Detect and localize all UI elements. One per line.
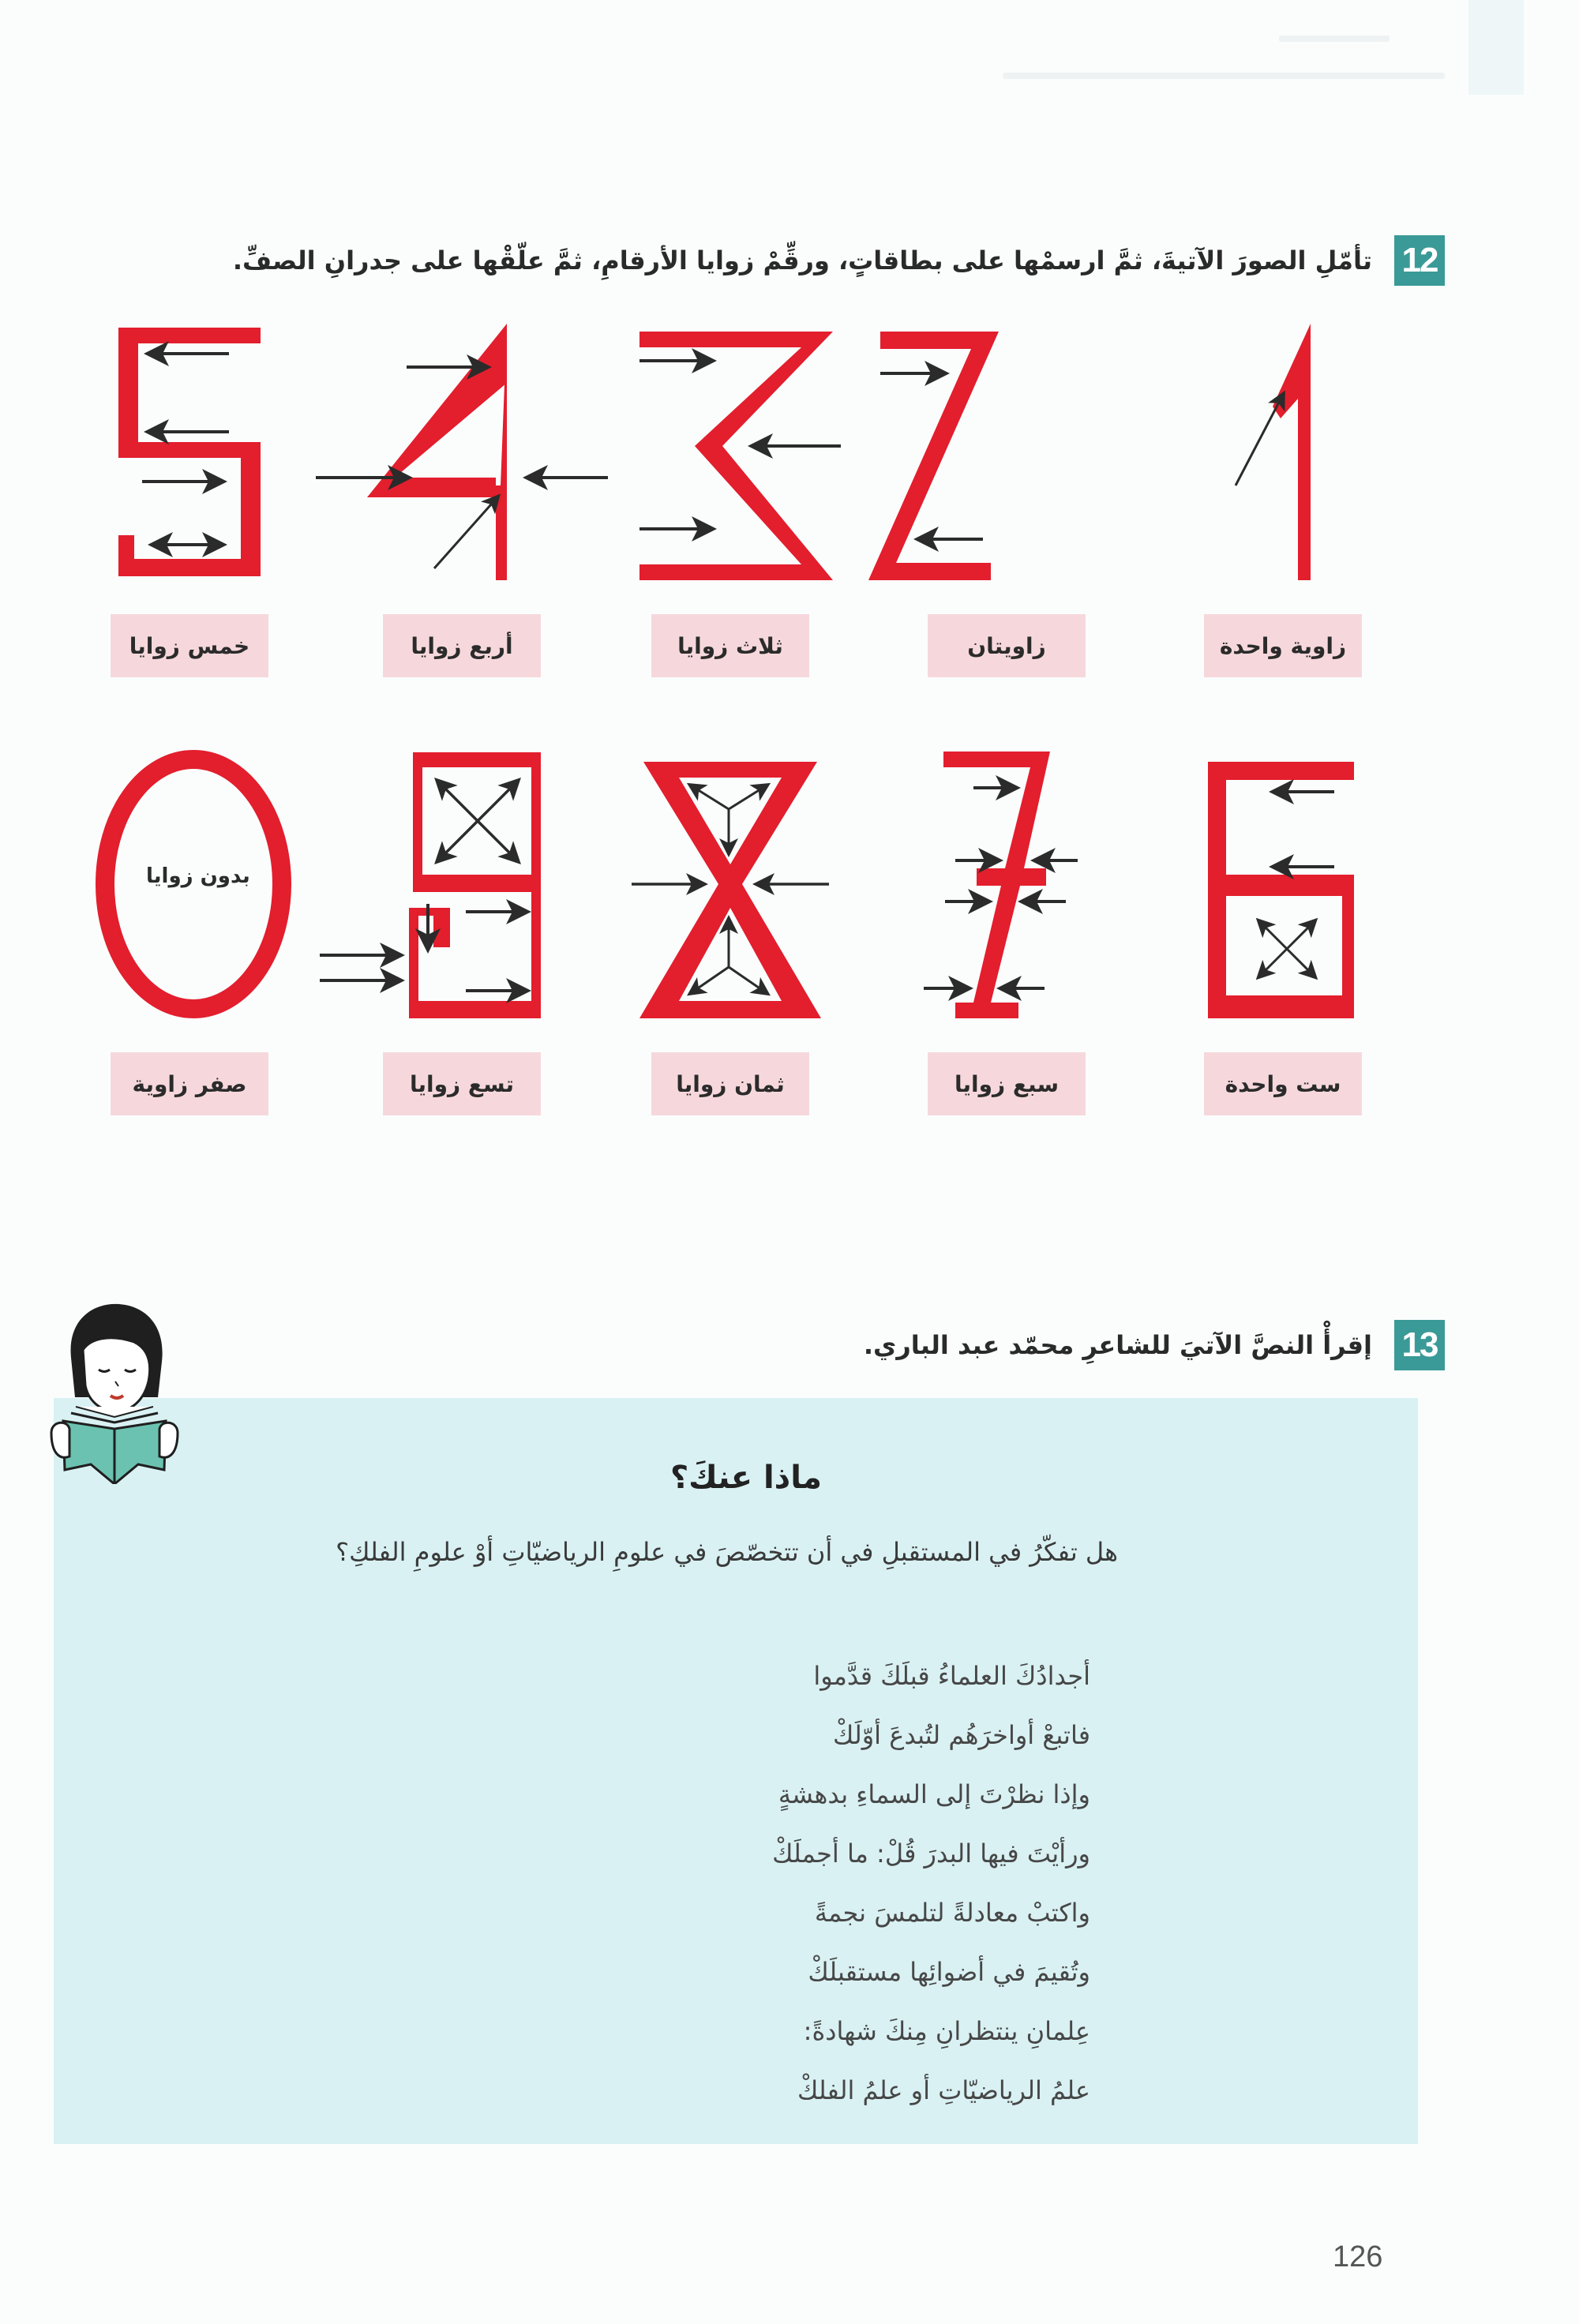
label-digit-3: ثلاث زوايا [651, 614, 809, 677]
label-digit-8: ثمان زوايا [651, 1052, 809, 1115]
question-number-badge: 13 [1394, 1320, 1445, 1370]
digit-7-figure [857, 750, 1141, 1018]
digit-3-figure [636, 328, 872, 588]
question-13-header [864, 1320, 1445, 1370]
digit-1-figure [1232, 320, 1326, 588]
question-number-badge: 12 [1394, 235, 1445, 286]
page-number: 126 [1333, 2240, 1383, 2273]
reading-student-illustration [47, 1303, 182, 1484]
digit-8-drawing [636, 754, 833, 1022]
digit-0-inner-text: بدون زوايا [146, 864, 250, 888]
label-digit-7: سبع زوايا [928, 1052, 1086, 1115]
label-digit-1: زاوية واحدة [1204, 614, 1362, 677]
page-edge-tab [1468, 0, 1524, 95]
poem-line: وإذا نظرْتَ إلى السماءِ بدهشةٍ [778, 1779, 1090, 1809]
digit-9-figure [312, 750, 557, 1018]
digit-9-drawing [312, 750, 557, 1018]
poem-line: عِلمانِ ينتظرانِ مِنكَ شهادةً: [803, 2016, 1090, 2046]
digit-0-drawing [91, 754, 296, 1022]
poem-line: علمُ الرياضيّاتِ أو علمُ الفلكْ [797, 2075, 1090, 2105]
poem-line: فاتبعْ أواخرَهُم لتُبدعَ أوّلَكْ [832, 1720, 1090, 1750]
poem-line: واكتبْ معادلةً لتلمسَ نجمةً [814, 1898, 1090, 1928]
label-digit-5: خمس زوايا [111, 614, 268, 677]
label-digit-2: زاويتان [928, 614, 1086, 677]
poem-verses [772, 1647, 1090, 2120]
poem-line: ورأيْتَ فيها البدرَ قُلْ: ما أجملَكْ [772, 1839, 1090, 1869]
poem-box-title: ماذا عنكَ؟ [669, 1460, 822, 1496]
poem-line: أجدادُكَ العلماءُ قبلَكَ قدَّموا [813, 1661, 1090, 1691]
label-digit-9: تسع زوايا [383, 1052, 541, 1115]
digit-7-drawing [857, 750, 1141, 1018]
question-12-instruction: تأمّلِ الصورَ الآتيةَ، ثمَّ ارسمْها على بطاقاتٍ، ورقِّمْ زوايا الأرقامِ، ثمَّ علّقْها على جدرانِ الصفِّ. [232, 246, 1372, 276]
digit-1-drawing [1232, 320, 1326, 588]
faded-text-line [1279, 36, 1390, 42]
label-digit-0: صفر زاوية [111, 1052, 268, 1115]
poem-line: وتُقيمَ في أضوائِها مستقبلَكْ [808, 1957, 1090, 1987]
digit-4-figure [292, 320, 639, 588]
faded-header-strip [790, 0, 1524, 95]
digit-2-drawing [865, 328, 1007, 588]
faded-text-line [1003, 73, 1445, 79]
question-13-instruction: إقرأْ النصَّ الآتيَ للشاعرِ محمّد عبد الباري. [863, 1330, 1372, 1360]
question-12-header [233, 235, 1445, 286]
digit-0-figure [91, 754, 296, 1022]
label-digit-6: ست واحدة [1204, 1052, 1362, 1115]
reading-student-icon [47, 1303, 182, 1484]
digit-5-figure [111, 324, 292, 584]
digit-3-drawing [636, 328, 872, 588]
poem-box [54, 1398, 1418, 2144]
digit-8-figure [636, 754, 833, 1022]
digit-2-figure [865, 328, 1007, 588]
digit-6-drawing [1200, 746, 1358, 1022]
digit-5-drawing [111, 324, 292, 584]
digit-4-drawing [292, 320, 639, 588]
label-digit-4: أربع زوايا [383, 614, 541, 677]
digit-6-figure [1200, 746, 1358, 1022]
poem-box-question: هل تفكّرُ في المستقبلِ في أن تتخصّصَ في علومِ الرياضيّاتِ أوْ علومِ الفلكِ؟ [336, 1537, 1118, 1567]
